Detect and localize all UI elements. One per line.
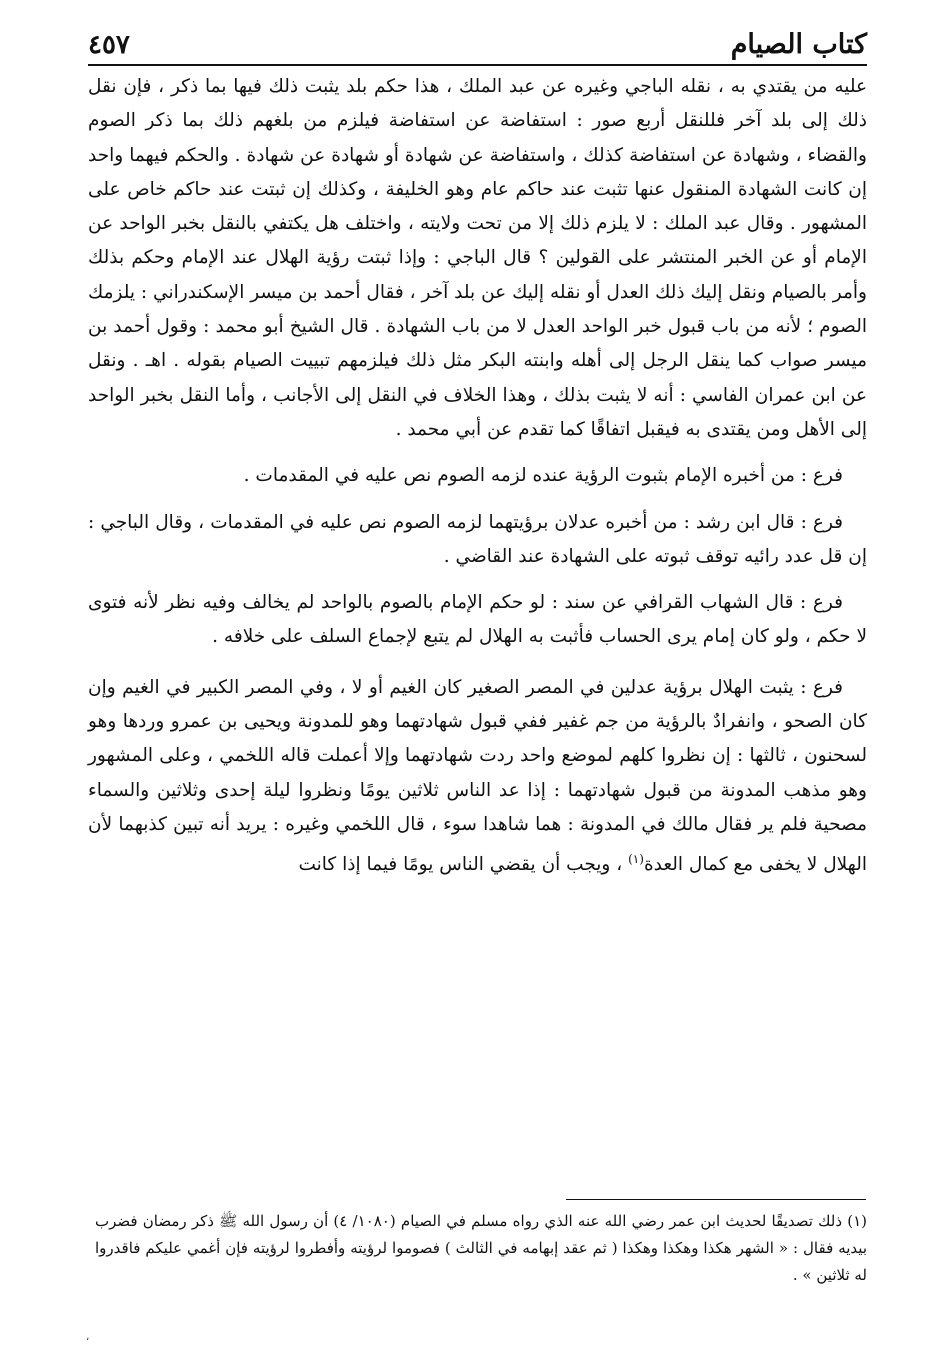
paragraph-main: عليه من يقتدي به ، نقله الباجي وغيره عن عبد الملك ، هذا حكم بلد يثبت ذلك فيها بما ذكر ، فإن نقل ذلك إلى بلد آخر فللنقل أربع صور : استفاضة عن استفاضة فيلزم من بلغهم ذلك بما ذكر الصوم والقضاء ، وشهادة عن استفاضة كذلك ، واستفاضة عن شهادة أو شهادة عن شهادة . والحكم فيهما واحد إن كانت الشهادة المنقول عنها تثبت عند حاكم عام وهو الخليفة ، وكذلك إن ثبتت عند حاكم خاص على المشهور . وقال عبد الملك : لا يلزم ذلك إلا من تحت ولايته ، واختلف هل يكتفي بالنقل بخبر الواحد عن الإمام أو عن الخبر المنتشر على القولين ؟ قال الباجي : وإذا ثبتت رؤية الهلال عند الإمام وحكم بذلك وأمر بالصيام ونقل إليك ذلك العدل أو نقله إليك عن بلد آخر ، فقال أحمد بن ميسر الإسكندراني : يلزمك الصوم ؛ لأنه من باب قبول خبر الواحد العدل لا من باب الشهادة . قال الشيخ أبو محمد : وقول أحمد بن ميسر صواب كما ينقل الرجل إلى أهله وابنته البكر مثل ذلك فيلزمهم تبييت الصيام بقوله . اهـ . ونقل عن ابن عمران الفاسي : أنه لا يثبت بذلك ، وهذا الخلاف في النقل إلى الأجانب ، وأما النقل بخبر الواحد إلى الأهل ومن يقتدى به فيقبل اتفاقًا كما تقدم عن أبي محمد . [88, 76, 867, 440]
book-title: كتاب الصيام [730, 29, 867, 60]
paragraph-fara-3: فرع : قال الشهاب القرافي عن سند : لو حكم الإمام بالصوم بالواحد لم يخالف وفيه نظر لأنه فتوى لا حكم ، ولو كان إمام يرى الحساب فأثبت به الهلال لم يتبع لإجماع السلف على خلافه . [88, 592, 867, 648]
header-divider [88, 64, 867, 66]
footnote-1: (١) ذلك تصديقًا لحديث ابن عمر رضي الله عنه الذي رواه مسلم في الصيام (١٠٨٠/ ٤) أن رسول الله ﷺ ذكر رمضان فضرب بيديه فقال : « الشهر هكذا وهكذا وهكذا ( ثم عقد إبهامه في الثالث ) فصوموا لرؤيته وأفطروا لرؤيته فإن أغمي عليكم فاقدروا له ثلاثين » . [95, 1212, 867, 1284]
page-number: ٤٥٧ [88, 30, 130, 60]
margin-mark: ، [86, 1332, 90, 1343]
footnotes [95, 1208, 867, 1289]
main-text [88, 70, 867, 883]
paragraph-fara-1: فرع : من أخبره الإمام بثبوت الرؤية عنده لزمه الصوم نص عليه في المقدمات . [243, 465, 843, 487]
paragraph-fara-2: فرع : قال ابن رشد : من أخبره عدلان برؤيتهما لزمه الصوم نص عليه في المقدمات ، وقال الباجي : إن قل عدد رائيه توقف ثبوته على الشهادة عند القاضي . [88, 511, 867, 567]
paragraph-fara-4 [88, 671, 867, 883]
running-header [88, 20, 867, 60]
fara-4-text-end: ، ويجب أن يقضي الناس يومًا فيما إذا كانت [298, 854, 629, 876]
footnote-divider [566, 1199, 866, 1200]
footnote-marker: (١) [628, 852, 644, 867]
fara-4-text: فرع : يثبت الهلال برؤية عدلين في المصر الصغير كان الغيم أو لا ، وفي المصر الكبير في الغيم وإن كان الصحو ، وانفرادٌ بالرؤية من جم غفير ففي قبول شهادتهما وهو للمدونة ويحيى بن عمرو وردها وهو لسحنون ، ثالثها : إن نظروا كلهم لموضع واحد ردت شهادتهما وإلا أعملت قاله اللخمي ، وعلى المشهور وهو مذهب المدونة من قبول شهادتهما : إذا عد الناس ثلاثين يومًا ونظروا ليلة إحدى وثلاثين والسماء مصحية فلم ير فقال مالك في المدونة : هما شاهدا سوء ، قال اللخمي وغيره : يريد أنه تبين كذبهما لأن الهلال لا يخفى مع كمال العدة [88, 676, 867, 876]
